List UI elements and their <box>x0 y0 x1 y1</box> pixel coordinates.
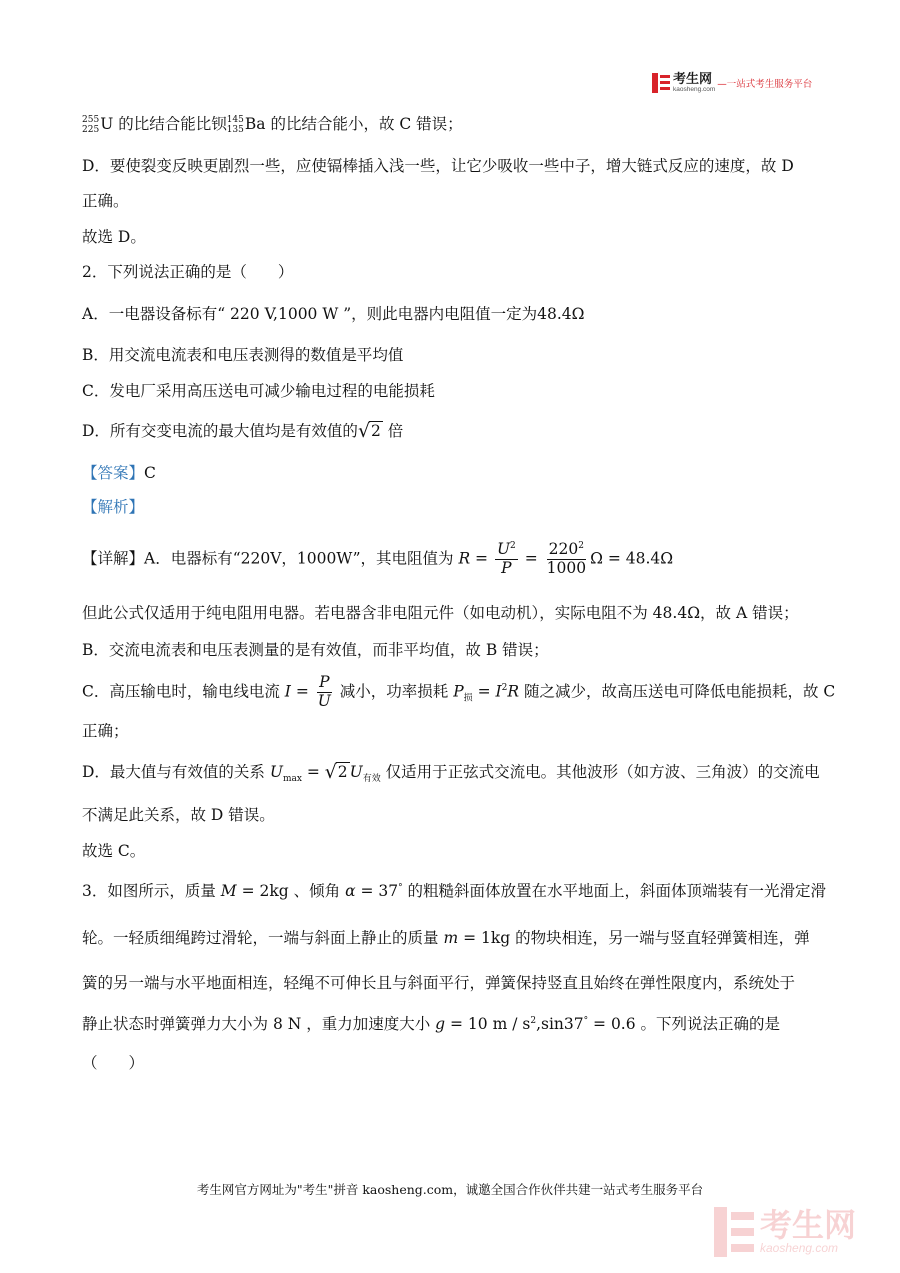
text-line-choose-c: 故选 C。 <box>82 842 146 860</box>
detail-a-cont: 但此公式仅适用于纯电阻用电器。若电器含非电阻元件（如电动机），实际电阻不为 48.4Ω，故 A 错误； <box>82 604 799 622</box>
question-2-option-b: B．用交流电流表和电压表测得的数值是平均值 <box>82 346 404 364</box>
text-line-d: D．要使裂变反映更剧烈一些，应使镉棒插入浅一些，让它少吸收一些中子，增大链式反应的速度，故 D <box>82 157 794 175</box>
logo-name: 考生网 <box>673 71 713 87</box>
detail-a: 【详解】A．电器标有“220V，1000W”，其电阻值为 R = $\frac{U^2}{P}$ = $\frac{220^2}{1000}$ Ω = 48.4Ω <box>82 540 674 577</box>
page-footer: 考生网官方网址为"考生"拼音 kaosheng.com，诚邀全国合作伙伴共建一站式考生服务平台 <box>196 1182 704 1197</box>
text-line-choose-d: 故选 D。 <box>82 228 146 246</box>
logo-mark-icon <box>652 73 670 93</box>
answer-line <box>82 464 156 483</box>
site-logo <box>652 72 812 94</box>
question-2-option-a: A．一电器设备标有“ 220 V,1000 W ”，则此电器内电阻值一定为48.4Ω <box>82 305 585 323</box>
detail-c: C．高压输电时，输电线电流 I = $\frac{P}{U}$ 减小，功率损耗 $P_损 = I^2R$ 随之减少，故高压送电可降低电能损耗，故 C <box>82 673 836 710</box>
detail-c-cont: 正确； <box>82 722 129 740</box>
watermark-mark-icon <box>714 1207 754 1257</box>
question-2-option-c: C．发电厂采用高压送电可减少输电过程的电能损耗 <box>82 382 435 400</box>
logo-tagline: —一站式考生服务平台 <box>717 79 813 90</box>
logo-domain: kaosheng.com <box>673 85 716 93</box>
question-2-stem: 2．下列说法正确的是（ ） <box>82 263 294 281</box>
question-2-option-d: D．所有交变电流的最大值均是有效值的 √ 2 倍 <box>82 420 404 442</box>
watermark-logo <box>714 1200 894 1264</box>
question-3-line-5: （ ） <box>82 1054 145 1072</box>
watermark-domain: kaosheng.com <box>760 1241 839 1255</box>
question-3-line-2: 轮。一轻质细绳跨过滑轮，一端与斜面上静止的质量 m = 1kg 的物块相连，另一端与竖直轻弹簧相连，弹 <box>82 929 810 947</box>
answer-label: 【答案】 <box>82 464 145 482</box>
question-3-line-3: 簧的另一端与水平地面相连，轻绳不可伸长且与斜面平行，弹簧保持竖直且始终在弹性限度内，系统处于 <box>82 974 796 992</box>
watermark-name: 考生网 <box>760 1206 857 1244</box>
answer-value: C <box>144 464 156 482</box>
detail-d-cont: 不满足此关系，故 D 错误。 <box>82 806 275 824</box>
question-3-line-4: 静止状态时弹簧弹力大小为 8 N ，重力加速度大小 g = 10 $m / s^2,\sin 37^\circ = 0.6$ 。下列说法正确的是 <box>82 1015 781 1033</box>
text-line-c-wrong: 255 225 U 的比结合能比钡 145 135 Ba 的比结合能小，故 C 错误； <box>82 115 463 135</box>
detail-b: B．交流电流表和电压表测量的是有效值，而非平均值，故 B 错误； <box>82 641 549 659</box>
text-line-d-cont: 正确。 <box>82 192 129 210</box>
analysis-label: 【解析】 <box>82 498 145 516</box>
detail-d: D．最大值与有效值的关系 $U_{max}$ = √ 2 $U_{有效}$ 仅适用于正弦式交流电。其他波形（如方波、三角波）的交流电 <box>82 761 820 785</box>
question-3-line-1: 3．如图所示，质量 M = 2kg 、倾角 α = 37° 的粗糙斜面体放置在水平地面上，斜面体顶端装有一光滑定滑 <box>82 882 827 900</box>
